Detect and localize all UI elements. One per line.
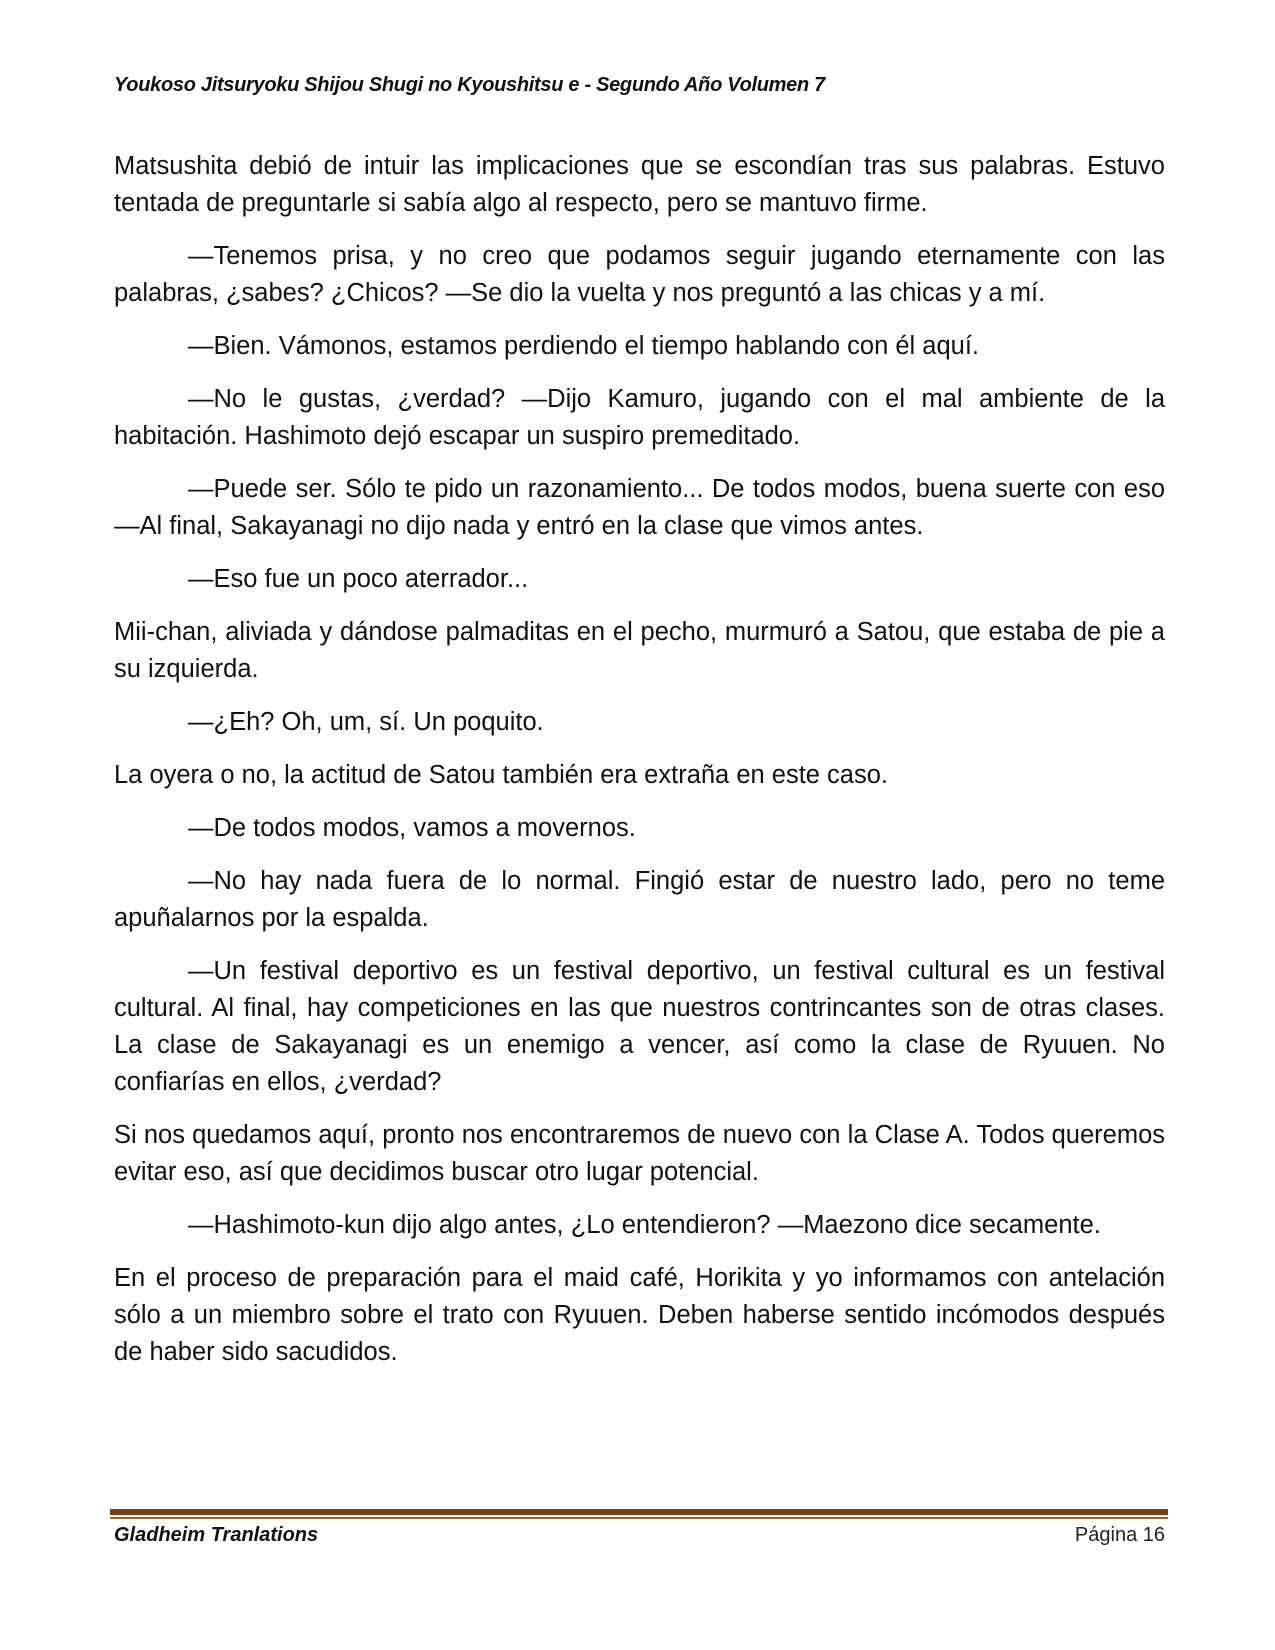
paragraph: —Puede ser. Sólo te pido un razonamiento... De todos modos, buena suerte con eso —Al final, Sakayanagi no dijo nada y entró en la clase que vimos antes. — [114, 475, 1165, 540]
paragraph: —De todos modos, vamos a movernos. — [188, 814, 636, 842]
paragraph: —Un festival deportivo es un festival deportivo, un festival cultural es un festival cultural. Al final, hay competiciones en las que nuestros contrincantes son de otras clases. La clase de Sakayanagi es un enemigo a vencer, así como la clase de Ryuuen. No confiarías en ellos, ¿verdad? — [114, 957, 1165, 1096]
paragraph: —No le gustas, ¿verdad? —Dijo Kamuro, jugando con el mal ambiente de la habitación. Hashimoto dejó escapar un suspiro premeditado. — [114, 385, 1165, 450]
paragraph: Matsushita debió de intuir las implicaciones que se escondían tras sus palabras. Estuvo tentada de preguntarle si sabía algo al respecto, pero se mantuvo firme. — [114, 152, 1165, 217]
paragraph: —Tenemos prisa, y no creo que podamos seguir jugando eternamente con las palabras, ¿sabes? ¿Chicos? —Se dio la vuelta y nos preguntó a las chicas y a mí. — [114, 242, 1165, 307]
paragraph: —No hay nada fuera de lo normal. Fingió estar de nuestro lado, pero no teme apuñalarnos por la espalda. — [114, 867, 1165, 932]
page-body — [114, 148, 1165, 1387]
paragraph: —Eso fue un poco aterrador... — [188, 565, 529, 593]
paragraph: En el proceso de preparación para el maid café, Horikita y yo informamos con antelación sólo a un miembro sobre el trato con Ryuuen. Deben haberse sentido incómodos después de haber sido sacudidos. — [114, 1264, 1165, 1366]
paragraph: Si nos quedamos aquí, pronto nos encontraremos de nuevo con la Clase A. Todos queremos evitar eso, así que decidimos buscar otro lugar potencial. — [114, 1121, 1165, 1186]
paragraph: —Hashimoto-kun dijo algo antes, ¿Lo entendieron? —Maezono dice secamente. — [188, 1211, 1101, 1239]
footer-credit: Gladheim Tranlations — [114, 1524, 319, 1546]
paragraph: —Bien. Vámonos, estamos perdiendo el tiempo hablando con él aquí. — [188, 332, 979, 360]
paragraph: —¿Eh? Oh, um, sí. Un poquito. — [188, 708, 544, 736]
running-header: Youkoso Jitsuryoku Shijou Shugi no Kyoushitsu e - Segundo Año Volumen 7 — [114, 74, 825, 96]
page-number: Página 16 — [1074, 1524, 1165, 1546]
paragraph: La oyera o no, la actitud de Satou también era extraña en este caso. — [114, 761, 889, 789]
footer-divider — [110, 1509, 1168, 1519]
paragraph: Mii-chan, aliviada y dándose palmaditas en el pecho, murmuró a Satou, que estaba de pie a su izquierda. — [114, 618, 1165, 683]
